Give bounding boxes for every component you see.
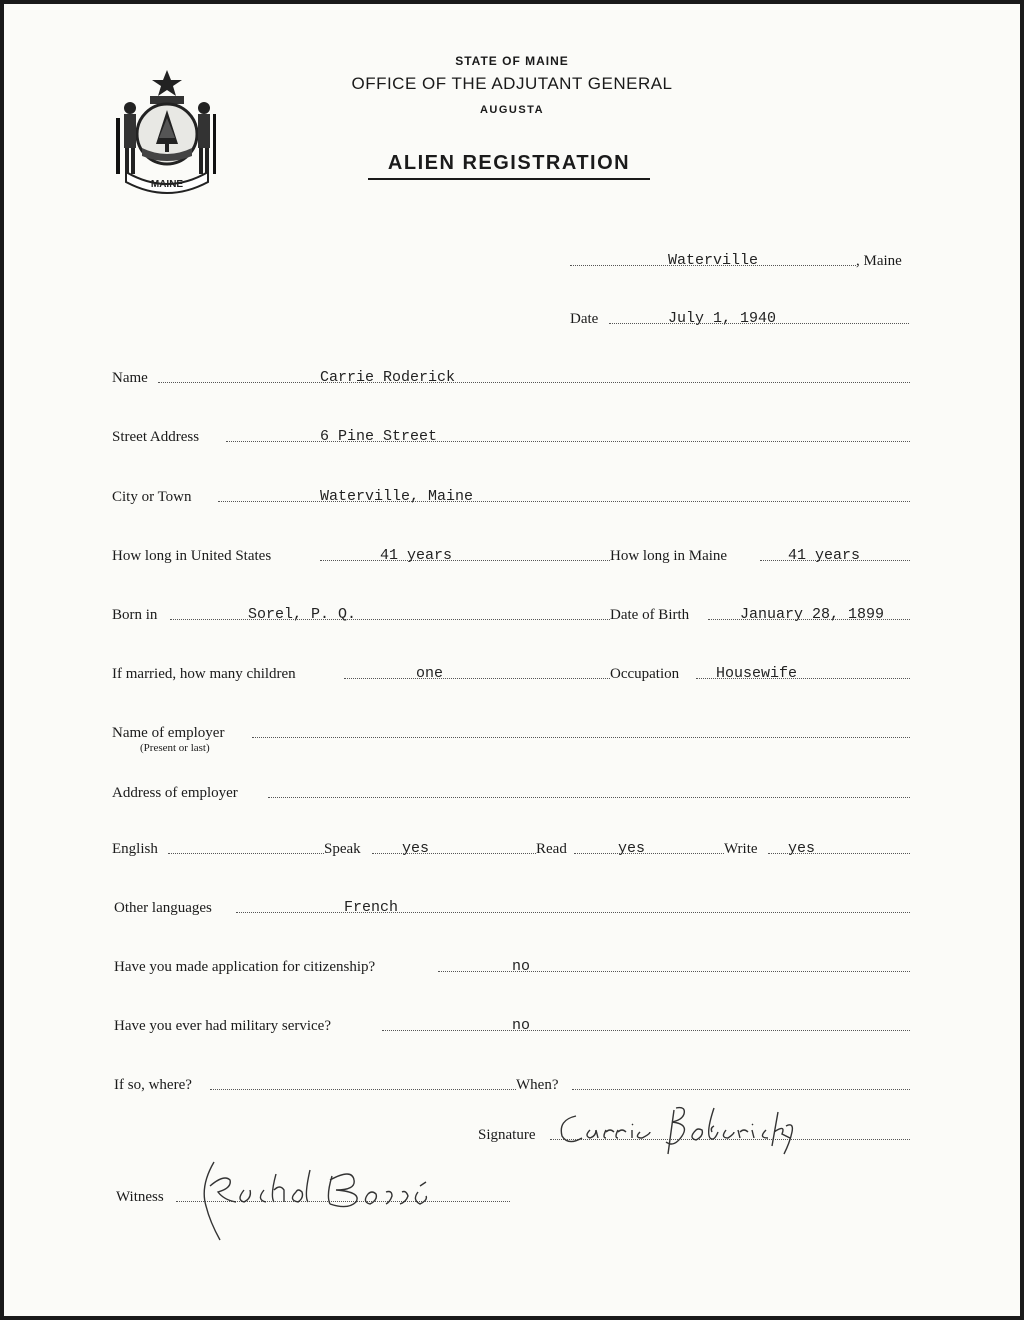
- speak-label: Speak: [324, 841, 361, 857]
- military-value: no: [512, 1017, 531, 1034]
- citizenship-row: [4, 954, 1020, 976]
- occupation-value: Housewife: [716, 665, 798, 682]
- city-heading: AUGUSTA: [479, 104, 545, 116]
- military-label: Have you ever had military service?: [114, 1018, 331, 1034]
- date-label: Date: [570, 311, 599, 327]
- date-value: July 1, 1940: [668, 310, 777, 327]
- document-page: [4, 4, 1020, 1316]
- city-value: Waterville, Maine: [320, 488, 474, 505]
- occupation-label: Occupation: [610, 666, 680, 682]
- street-row: [4, 424, 1020, 446]
- city-row: [4, 484, 1020, 506]
- children-row: [4, 661, 1020, 683]
- applicant-signature: [554, 1102, 804, 1162]
- employer-address-label: Address of employer: [112, 785, 238, 801]
- maine-duration-label: How long in Maine: [610, 548, 728, 564]
- children-label: If married, how many children: [112, 666, 296, 682]
- other-languages-row: [4, 895, 1020, 917]
- read-value: yes: [618, 840, 646, 857]
- when-label: When?: [516, 1077, 559, 1093]
- english-row: [4, 836, 1020, 858]
- name-value: Carrie Roderick: [320, 369, 456, 386]
- employer-label: Name of employer: [112, 725, 225, 741]
- english-label: English: [112, 841, 158, 857]
- name-label: Name: [112, 370, 148, 386]
- employer-row: [4, 720, 1020, 742]
- read-label: Read: [536, 841, 567, 857]
- signature-label: Signature: [478, 1127, 536, 1143]
- other-languages-label: Other languages: [114, 900, 212, 916]
- employer-sublabel: (Present or last): [140, 742, 210, 754]
- city-label: City or Town: [112, 489, 192, 505]
- military-row: [4, 1013, 1020, 1035]
- us-duration-label: How long in United States: [112, 548, 272, 564]
- where-label: If so, where?: [114, 1077, 192, 1093]
- duration-row: [4, 543, 1020, 565]
- where-when-row: [4, 1072, 1020, 1094]
- children-value: one: [416, 665, 444, 682]
- form-title: ALIEN REGISTRATION: [368, 152, 650, 180]
- signature-row: [4, 1122, 1020, 1144]
- citizenship-value: no: [512, 958, 531, 975]
- state-heading: STATE OF MAINE: [455, 54, 569, 68]
- office-heading: OFFICE OF THE ADJUTANT GENERAL: [351, 74, 673, 93]
- street-label: Street Address: [112, 429, 200, 445]
- speak-value: yes: [402, 840, 430, 857]
- citizenship-label: Have you made application for citizenship?: [114, 959, 376, 975]
- seal-motto: MAINE: [150, 179, 184, 190]
- place-value: Waterville: [668, 252, 759, 269]
- write-label: Write: [724, 841, 758, 857]
- place-row: [4, 248, 1020, 270]
- maine-duration-value: 41 years: [788, 547, 861, 564]
- write-value: yes: [788, 840, 816, 857]
- us-duration-value: 41 years: [380, 547, 453, 564]
- witness-label: Witness: [116, 1189, 164, 1205]
- employer-address-row: [4, 780, 1020, 802]
- name-row: [4, 365, 1020, 387]
- born-value: Sorel, P. Q.: [248, 606, 357, 623]
- witness-row: [4, 1184, 1020, 1206]
- witness-signature: [180, 1156, 470, 1246]
- date-row: [4, 306, 1020, 328]
- place-suffix: , Maine: [856, 253, 902, 269]
- born-label: Born in: [112, 607, 158, 623]
- street-value: 6 Pine Street: [320, 428, 438, 445]
- dob-value: January 28, 1899: [740, 606, 885, 623]
- other-languages-value: French: [344, 899, 399, 916]
- born-row: [4, 602, 1020, 624]
- dob-label: Date of Birth: [610, 607, 690, 623]
